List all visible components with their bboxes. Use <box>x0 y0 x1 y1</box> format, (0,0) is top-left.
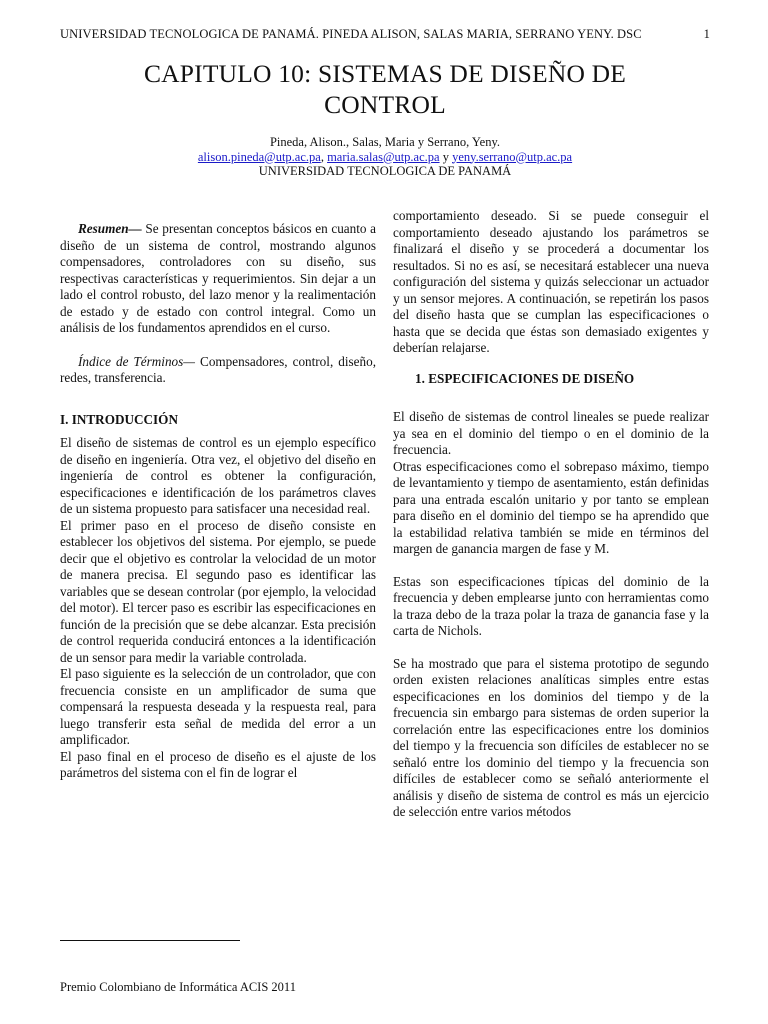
intro-paragraph-1: El diseño de sistemas de control es un ejemplo específico de diseño en ingeniería. Otra vez, el objetivo del diseño en ingeniería de control es obtener la configuración, especificaciones e identificación de los parámetros claves de un sistema propuesto para satisfacer una necesidad real. <box>60 435 376 516</box>
spec-paragraph-3: Estas son especificaciones típicas del dominio de la frecuencia y deben emplearse junto con herramientas como la traza debo de la traza polar la traza de ganancia fase y la carta de Nichols. <box>393 573 709 638</box>
author-block <box>60 135 710 179</box>
continuation-paragraph: comportamiento deseado. Si se puede conseguir el comportamiento deseado ajustando los parámetros se finalizará el diseño y se procederá a documentar los resultados. Si no es así, se necesitará establecer una nueva configuración del sistema y quizás seleccionar un actuador y un sensor mejores. A continuación, se repetirán los pasos del diseño hasta que se cumplan las especificaciones o hasta que se decida que éstas son demasiado exigentes y deberían relajarse. <box>393 208 709 355</box>
abstract-text: Se presentan conceptos básicos en cuanto a diseño de un sistema de control, mostrando algunos compensadores, controladores con su diseño, sus respectivas características y requerimientos. Sin dejar a un lado el control robusto, del lazo menor y la realimentación de estado y de estado con control integral. Como un análisis de los fundamentos aprendidos en el curso. <box>60 221 376 335</box>
abstract-label: Resumen— <box>78 221 142 236</box>
index-terms-paragraph <box>60 354 376 387</box>
left-column <box>60 221 376 782</box>
index-terms-text: Compensadores, control, diseño, redes, transferencia. <box>60 353 376 385</box>
footnote-rule <box>60 940 240 941</box>
email-separator-1: , <box>320 149 328 164</box>
intro-paragraph-2: El primer paso en el proceso de diseño consiste en establecer los objetivos del sistema. Por ejemplo, se puede decir que el objetivo es controlar la velocidad de un motor de manera precisa. El segundo paso es identificar las variables que se desean controlar (por ejemplo, la velocidad del motor). El tercer paso es escribir las especificaciones en función de la precisión que se debe alcanzar. Esta precisión de control requerida conducirá entonces a la identificación de un sensor para medir la variable controlada. <box>60 517 377 665</box>
spec-paragraph-1: El diseño de sistemas de control lineales se puede realizar ya sea en el dominio del tiempo o en el dominio de la frecuencia. <box>393 409 709 457</box>
running-header-text: UNIVERSIDAD TECNOLOGICA DE PANAMÁ. PINEDA ALISON, SALAS MARIA, SERRANO YENY. DSC <box>60 27 642 41</box>
page-footer: Premio Colombiano de Informática ACIS 2011 <box>60 980 296 994</box>
running-header <box>60 27 710 42</box>
right-column <box>393 208 709 821</box>
section-heading-especificaciones: 1. ESPECIFICACIONES DE DISEÑO <box>415 370 635 386</box>
spec-paragraph-4: Se ha mostrado que para el sistema prototipo de segundo orden existen relaciones analíticas simples entre estas especificaciones en los dominios del tiempo y de la frecuencia sin embargo para sistemas de orden superior la correlación entre las especificaciones entre los dominios del tiempo y la frecuencia son difíciles de establecer no se señaló entre los dominio del tiempo y la frecuencia son difíciles de establecer como se señaló anteriormente el análisis y diseño de sistema de control es más un ejercicio de selección entre varios métodos <box>393 655 709 819</box>
page-number: 1 <box>703 27 710 41</box>
intro-paragraph-3: El paso siguiente es la selección de un controlador, que con frecuencia consiste en un amplificador de suma que compensará la respuesta deseada y la respuesta real, para luego transferir esta señal de medida del error a un amplificador. <box>60 666 376 747</box>
section-heading-introduccion: I. INTRODUCCIÓN <box>60 411 178 427</box>
title-line-2: CONTROL <box>324 90 446 119</box>
title-line-1: CAPITULO 10: SISTEMAS DE DISEÑO DE <box>143 59 627 88</box>
spec-paragraph-2: Otras especificaciones como el sobrepaso máximo, tiempo de levantamiento y tiempo de asentamiento, están definidas para una entrada escalón unitario y por tanto se emplean para diseño en el dominio del tiempo se ha aprendido que la estabilidad relativa también se mide en términos del margen de ganancia margen de fase y M. <box>393 458 709 556</box>
author-emails <box>60 150 710 165</box>
index-terms-label: Índice de Términos— <box>78 353 195 369</box>
email-link-alison[interactable]: alison.pineda@utp.ac.pa <box>197 149 321 164</box>
author-names: Pineda, Alison., Salas, Maria y Serrano, Yeny. <box>269 135 501 149</box>
email-separator-2: y <box>439 149 453 164</box>
intro-paragraph-4: El paso final en el proceso de diseño es el ajuste de los parámetros del sistema con el fin de lograr el <box>60 748 376 780</box>
author-affiliation: UNIVERSIDAD TECNOLOGICA DE PANAMÁ <box>258 164 512 178</box>
paper-title <box>60 58 710 120</box>
email-link-yeny[interactable]: yeny.serrano@utp.ac.pa <box>452 149 573 164</box>
abstract-paragraph <box>60 221 376 337</box>
email-link-maria[interactable]: maria.salas@utp.ac.pa <box>327 149 440 164</box>
